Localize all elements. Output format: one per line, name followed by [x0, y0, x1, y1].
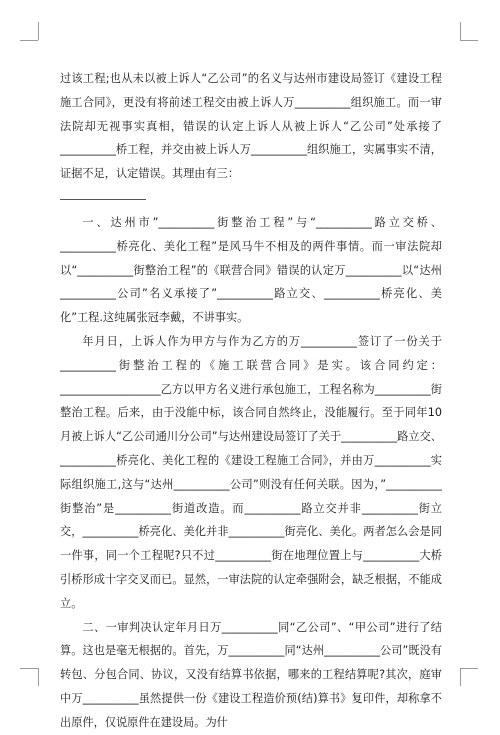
crop-mark-top-left	[38, 22, 39, 40]
crop-mark-top-right	[460, 40, 478, 41]
document-body	[60, 67, 442, 735]
crop-mark-bottom-right	[460, 668, 478, 669]
crop-mark-top-left	[20, 40, 38, 41]
paragraph-intro: 过该工程;也从未以被上诉人“乙公司”的名义与达州市建设局签订《建设工程施工合同》，更没有将前述工程交由被上诉人万__________组织施工。而一审法院却无视事实真相，错误的认定上诉人从被上诉人“乙公司”处承接了__________桥工程，并交由被上诉人万__________组织施工，实属事实不清，证据不足，认定错误。其理由有三：	[60, 72, 442, 181]
crop-mark-top-right	[460, 22, 461, 40]
blank-underline	[60, 188, 146, 200]
paragraph-point-two: 二、一审判决认定年月日万__________同“乙公司”、“甲公司”进行了结算。这也是毫无根据的。首先，万__________同“达州__________公司”既没有转包、分包合同、协议，又没有结算书依据，哪来的工程结算呢?其次，庭审中万__________虽然提供一份《建设工程造价预(结)算书》复印件，却称拿不出原件，仅说原件在建设局。为什	[60, 620, 442, 729]
crop-mark-bottom-left	[20, 668, 38, 669]
crop-mark-bottom-left	[38, 668, 39, 686]
crop-mark-bottom-right	[460, 668, 461, 686]
paragraph-contract-detail: 年月日，上诉人作为甲方与作为乙方的万__________签订了一份关于__________街整治工程的《施工联营合同》是实。该合同约定：__________________乙方以甲方名义进行承包施工，工程名称为__________街整治工程。后来，由于没能中标，该合同自然终止，没能履行。至于同年10月被上诉人“乙公司通川分公司”与达州建设局签订了关于__________路立交、__________桥亮化、美化工程的《建设工程施工合同》，并由万__________实际组织施工,这与“达州__________公司”则没有任何关联。因为，”__________街整治”是__________街道改造。而__________路立交并非__________街立交，__________桥亮化、美化并非__________街亮化、美化。两者怎么会是同一件事，同一个工程呢?只不过__________街在地理位置上与__________大桥引桥形成十字交叉而已。显然，一审法院的认定牵强附会，缺乏根据，不能成立。	[60, 334, 442, 610]
paragraph-point-one: 一、达州市”__________街整治工程”与“__________路立交桥、__________桥亮化、美化工程”是风马牛不相及的两件事情。而一审法院却以“__________街整治工程”的《联营合同》错误的认定万__________以“达州__________公司”名义承接了”__________路立交、__________桥亮化、美化”工程.这纯属张冠李戴，不讲事实。	[60, 215, 442, 325]
